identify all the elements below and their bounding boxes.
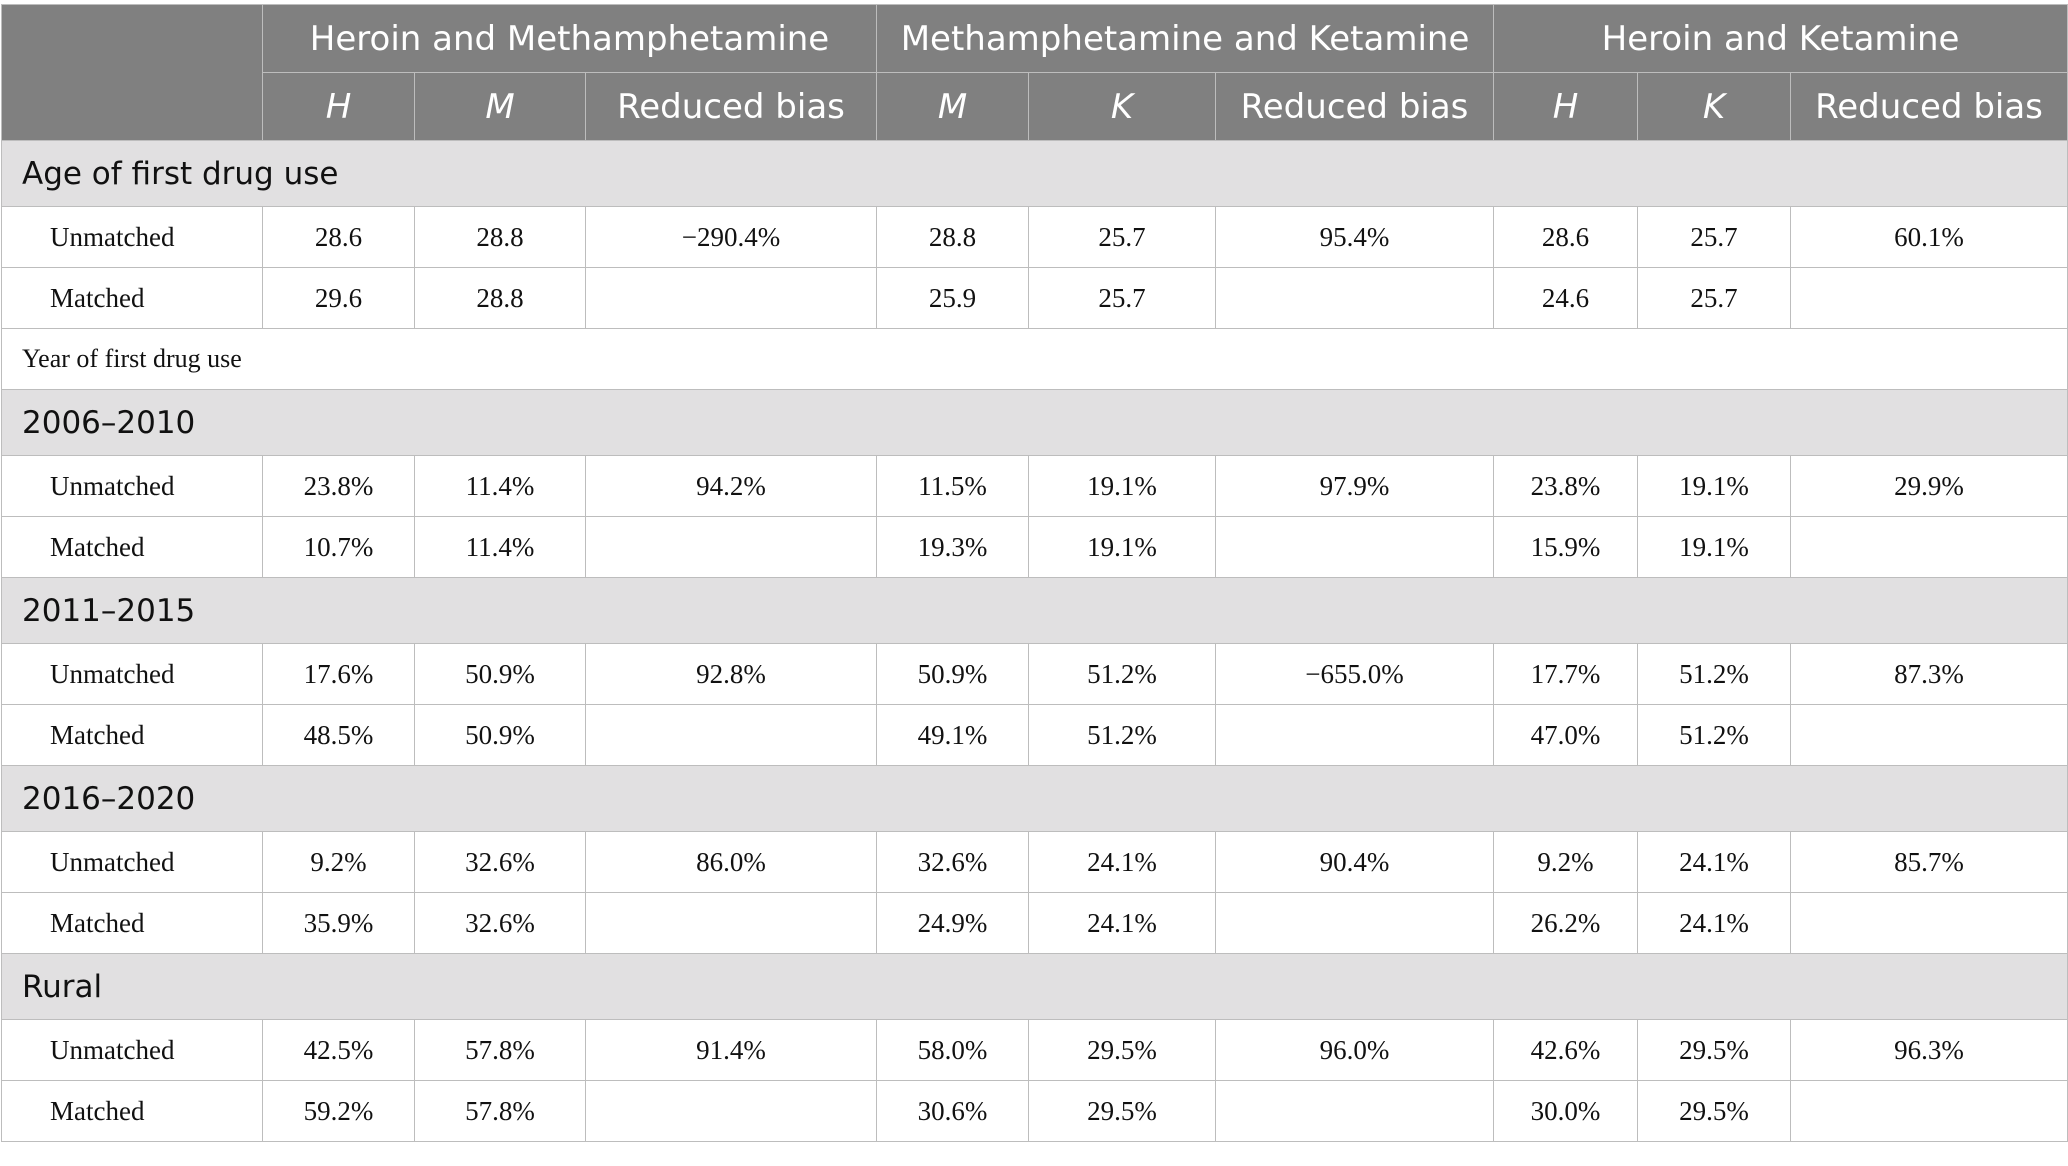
table-cell: 19.3% — [877, 517, 1029, 578]
table-cell: 91.4% — [586, 1020, 877, 1081]
section-title: Rural — [2, 954, 2068, 1020]
group-header: Heroin and Methamphetamine — [263, 5, 877, 73]
table-cell: 29.9% — [1791, 456, 2068, 517]
table-cell: 94.2% — [586, 456, 877, 517]
row-label: Unmatched — [2, 1020, 263, 1081]
section-header-row — [2, 954, 2068, 1020]
table-cell: 92.8% — [586, 644, 877, 705]
table-cell — [1791, 268, 2068, 329]
table-cell — [1216, 268, 1494, 329]
table-cell: 29.5% — [1638, 1081, 1791, 1142]
column-header: Reduced bias — [586, 73, 877, 141]
table-cell: 57.8% — [415, 1081, 586, 1142]
table-cell: 32.6% — [877, 832, 1029, 893]
table-row — [2, 1020, 2068, 1081]
table-cell: 51.2% — [1029, 644, 1216, 705]
table-row — [2, 644, 2068, 705]
section-header-row — [2, 766, 2068, 832]
table-cell: 51.2% — [1638, 644, 1791, 705]
table-cell: 11.5% — [877, 456, 1029, 517]
table-cell — [586, 893, 877, 954]
table-cell: 87.3% — [1791, 644, 2068, 705]
table-cell — [1791, 517, 2068, 578]
table-row — [2, 1081, 2068, 1142]
table-cell: 29.5% — [1029, 1081, 1216, 1142]
table-cell: 25.7 — [1029, 268, 1216, 329]
column-header: H — [1494, 73, 1638, 141]
table-cell: 25.7 — [1029, 207, 1216, 268]
table-cell: 19.1% — [1029, 517, 1216, 578]
section-header-row — [2, 141, 2068, 207]
row-label: Unmatched — [2, 456, 263, 517]
group-header: Heroin and Ketamine — [1494, 5, 2068, 73]
table-cell: 28.8 — [877, 207, 1029, 268]
table-cell: 28.8 — [415, 268, 586, 329]
table-cell: 96.3% — [1791, 1020, 2068, 1081]
table-cell: −290.4% — [586, 207, 877, 268]
table-cell — [586, 1081, 877, 1142]
section-title: 2016–2020 — [2, 766, 2068, 832]
table-cell — [1791, 1081, 2068, 1142]
column-header: Reduced bias — [1791, 73, 2068, 141]
section-title: Age of first drug use — [2, 141, 2068, 207]
table-cell: 25.7 — [1638, 268, 1791, 329]
table-cell: 17.7% — [1494, 644, 1638, 705]
table-cell: 60.1% — [1791, 207, 2068, 268]
table-cell: 25.7 — [1638, 207, 1791, 268]
row-label: Unmatched — [2, 644, 263, 705]
section-title: 2011–2015 — [2, 578, 2068, 644]
table-cell: 24.1% — [1638, 832, 1791, 893]
table-cell — [1216, 1081, 1494, 1142]
table-cell: 29.5% — [1638, 1020, 1791, 1081]
table-row — [2, 517, 2068, 578]
table-row — [2, 207, 2068, 268]
table-cell: 50.9% — [877, 644, 1029, 705]
table-cell: 17.6% — [263, 644, 415, 705]
table-cell: 25.9 — [877, 268, 1029, 329]
row-label: Matched — [2, 268, 263, 329]
table-row — [2, 832, 2068, 893]
table-cell — [586, 705, 877, 766]
table-cell: 9.2% — [1494, 832, 1638, 893]
table-cell: 47.0% — [1494, 705, 1638, 766]
table-cell — [1216, 517, 1494, 578]
table-cell: 28.6 — [1494, 207, 1638, 268]
table-cell: 51.2% — [1638, 705, 1791, 766]
table-cell: 10.7% — [263, 517, 415, 578]
table-cell: 28.8 — [415, 207, 586, 268]
table-cell: 97.9% — [1216, 456, 1494, 517]
table-cell: 32.6% — [415, 893, 586, 954]
section-header-row — [2, 390, 2068, 456]
table-cell: 59.2% — [263, 1081, 415, 1142]
column-header: K — [1029, 73, 1216, 141]
corner-cell — [2, 5, 263, 141]
table-cell: 29.5% — [1029, 1020, 1216, 1081]
table-cell — [586, 517, 877, 578]
table-cell: 49.1% — [877, 705, 1029, 766]
table-cell: 24.1% — [1029, 893, 1216, 954]
table-cell — [1216, 893, 1494, 954]
table-cell: 24.1% — [1638, 893, 1791, 954]
table-cell: 96.0% — [1216, 1020, 1494, 1081]
table-cell: 26.2% — [1494, 893, 1638, 954]
table-cell: 19.1% — [1638, 456, 1791, 517]
table-cell: 58.0% — [877, 1020, 1029, 1081]
group-header: Methamphetamine and Ketamine — [877, 5, 1494, 73]
table-cell: 24.1% — [1029, 832, 1216, 893]
subsection-title: Year of first drug use — [2, 329, 2068, 390]
table-cell: −655.0% — [1216, 644, 1494, 705]
section-header-row — [2, 578, 2068, 644]
table-cell: 50.9% — [415, 705, 586, 766]
column-header: Reduced bias — [1216, 73, 1494, 141]
table-cell: 85.7% — [1791, 832, 2068, 893]
table-cell — [586, 268, 877, 329]
table-cell: 42.6% — [1494, 1020, 1638, 1081]
table-cell: 30.0% — [1494, 1081, 1638, 1142]
table-cell: 9.2% — [263, 832, 415, 893]
table-cell: 28.6 — [263, 207, 415, 268]
data-table — [1, 4, 2068, 1142]
table-cell — [1216, 705, 1494, 766]
column-header: M — [877, 73, 1029, 141]
row-label: Matched — [2, 893, 263, 954]
table-cell: 24.6 — [1494, 268, 1638, 329]
table-cell: 30.6% — [877, 1081, 1029, 1142]
table-cell: 15.9% — [1494, 517, 1638, 578]
subsection-row — [2, 329, 2068, 390]
table-row — [2, 268, 2068, 329]
section-title: 2006–2010 — [2, 390, 2068, 456]
table-cell: 23.8% — [1494, 456, 1638, 517]
column-header: M — [415, 73, 586, 141]
column-header: K — [1638, 73, 1791, 141]
column-header: H — [263, 73, 415, 141]
table-cell — [1791, 705, 2068, 766]
table-cell: 11.4% — [415, 517, 586, 578]
table-cell: 23.8% — [263, 456, 415, 517]
table-cell: 86.0% — [586, 832, 877, 893]
row-label: Unmatched — [2, 207, 263, 268]
table-row — [2, 893, 2068, 954]
table-cell: 48.5% — [263, 705, 415, 766]
table-cell: 11.4% — [415, 456, 586, 517]
column-header-row — [2, 73, 2068, 141]
table-cell: 90.4% — [1216, 832, 1494, 893]
row-label: Matched — [2, 517, 263, 578]
table-cell: 32.6% — [415, 832, 586, 893]
table-cell: 24.9% — [877, 893, 1029, 954]
table-cell: 35.9% — [263, 893, 415, 954]
group-header-row — [2, 5, 2068, 73]
table-row — [2, 456, 2068, 517]
table-cell: 19.1% — [1029, 456, 1216, 517]
row-label: Unmatched — [2, 832, 263, 893]
table-cell — [1791, 893, 2068, 954]
table-cell: 19.1% — [1638, 517, 1791, 578]
table-cell: 51.2% — [1029, 705, 1216, 766]
table-cell: 57.8% — [415, 1020, 586, 1081]
row-label: Matched — [2, 1081, 263, 1142]
table-cell: 29.6 — [263, 268, 415, 329]
table-cell: 42.5% — [263, 1020, 415, 1081]
table-cell: 50.9% — [415, 644, 586, 705]
table-cell: 95.4% — [1216, 207, 1494, 268]
table-row — [2, 705, 2068, 766]
row-label: Matched — [2, 705, 263, 766]
